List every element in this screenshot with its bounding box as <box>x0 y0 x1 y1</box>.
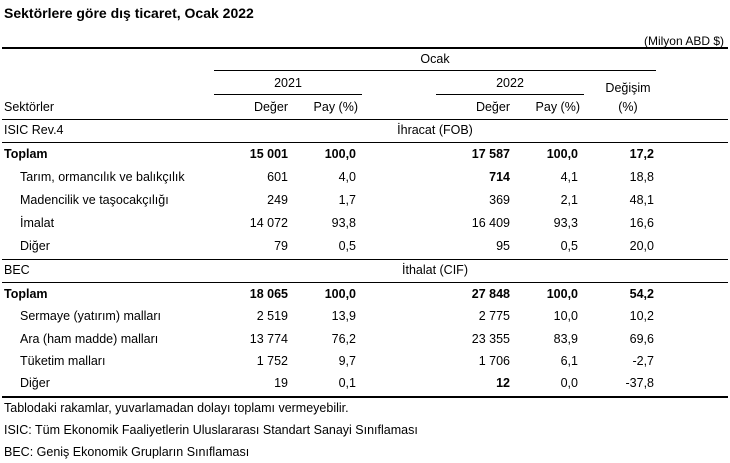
year-2021-header: 2021 <box>274 76 302 90</box>
value-2022-header: Değer <box>475 100 510 114</box>
value-2022: 714 <box>489 170 510 184</box>
share-2021: 100,0 <box>324 147 356 161</box>
change-pct: 18,8 <box>629 170 654 184</box>
share-2021-header: Pay (%) <box>313 100 358 114</box>
row-label: Diğer <box>20 376 50 390</box>
row-label: Madencilik ve taşocakçılığı <box>20 193 169 207</box>
section-name: İhracat (FOB) <box>397 123 473 137</box>
value-2021: 13 774 <box>249 332 288 346</box>
row-label: Diğer <box>20 239 50 253</box>
change-pct: 54,2 <box>629 287 654 301</box>
footnote: ISIC: Tüm Ekonomik Faaliyetlerin Uluslararası Standart Sanayi Sınıflaması <box>4 423 418 437</box>
value-2021: 79 <box>274 239 288 253</box>
value-2022: 17 587 <box>471 147 510 161</box>
year-2021-underline <box>214 94 362 95</box>
value-2021: 601 <box>267 170 288 184</box>
value-2022: 1 706 <box>478 354 510 368</box>
page-title: Sektörlere göre dış ticaret, Ocak 2022 <box>4 5 254 21</box>
row-label: Toplam <box>4 287 48 301</box>
share-2021: 13,9 <box>331 309 356 323</box>
share-2022: 100,0 <box>546 287 578 301</box>
share-2022-header: Pay (%) <box>535 100 580 114</box>
value-2022: 16 409 <box>471 216 510 230</box>
value-2022: 369 <box>489 193 510 207</box>
share-2022: 83,9 <box>553 332 578 346</box>
value-2022: 95 <box>496 239 510 253</box>
value-2022: 23 355 <box>471 332 510 346</box>
share-2022: 10,0 <box>553 309 578 323</box>
share-2022: 0,0 <box>560 376 578 390</box>
section-code: BEC <box>4 263 30 277</box>
period-underline <box>214 70 656 71</box>
share-2021: 93,8 <box>331 216 356 230</box>
row-label: Ara (ham madde) malları <box>20 332 159 346</box>
year-2022-header: 2022 <box>496 76 524 90</box>
footnote: BEC: Geniş Ekonomik Grupların Sınıflaması <box>4 445 250 459</box>
change-pct: 16,6 <box>629 216 654 230</box>
value-2022: 12 <box>496 376 510 390</box>
change-pct: 20,0 <box>629 239 654 253</box>
section-code: ISIC Rev.4 <box>4 123 64 137</box>
change-header-line1: Değişim <box>605 81 651 95</box>
share-2021: 9,7 <box>338 354 356 368</box>
section-name: İthalat (CIF) <box>402 263 468 277</box>
value-2021: 1 752 <box>256 354 288 368</box>
share-2022: 93,3 <box>553 216 578 230</box>
value-2022: 2 775 <box>478 309 510 323</box>
share-2021: 100,0 <box>324 287 356 301</box>
change-pct: -37,8 <box>625 376 654 390</box>
share-2021: 76,2 <box>331 332 356 346</box>
change-header-line2: (%) <box>618 100 638 114</box>
row-label: Sermaye (yatırım) malları <box>20 309 161 323</box>
row-label: Tüketim malları <box>20 354 106 368</box>
share-2022: 4,1 <box>560 170 578 184</box>
row-label: İmalat <box>20 216 55 230</box>
value-2021: 2 519 <box>256 309 288 323</box>
row-label: Tarım, ormancılık ve balıkçılık <box>20 170 185 184</box>
change-pct: 69,6 <box>629 332 654 346</box>
share-2022: 6,1 <box>560 354 578 368</box>
share-2021: 0,1 <box>338 376 356 390</box>
change-pct: 17,2 <box>629 147 654 161</box>
share-2021: 0,5 <box>338 239 356 253</box>
change-pct: 48,1 <box>629 193 654 207</box>
unit-label: (Milyon ABD $) <box>643 34 724 48</box>
share-2022: 2,1 <box>560 193 578 207</box>
share-2022: 100,0 <box>546 147 578 161</box>
sector-header: Sektörler <box>4 100 55 114</box>
row-label: Toplam <box>4 147 48 161</box>
value-2022: 27 848 <box>471 287 510 301</box>
period-header: Ocak <box>420 52 450 66</box>
value-2021: 18 065 <box>249 287 288 301</box>
value-2021-header: Değer <box>253 100 288 114</box>
value-2021: 14 072 <box>249 216 288 230</box>
share-2021: 4,0 <box>338 170 356 184</box>
year-2022-underline <box>436 94 584 95</box>
change-pct: -2,7 <box>632 354 654 368</box>
share-2022: 0,5 <box>560 239 578 253</box>
value-2021: 15 001 <box>249 147 288 161</box>
value-2021: 19 <box>274 376 288 390</box>
value-2021: 249 <box>267 193 288 207</box>
table-bottom-rule <box>2 396 728 398</box>
share-2021: 1,7 <box>338 193 356 207</box>
footnote: Tablodaki rakamlar, yuvarlamadan dolayı toplamı vermeyebilir. <box>4 401 349 415</box>
change-pct: 10,2 <box>629 309 654 323</box>
